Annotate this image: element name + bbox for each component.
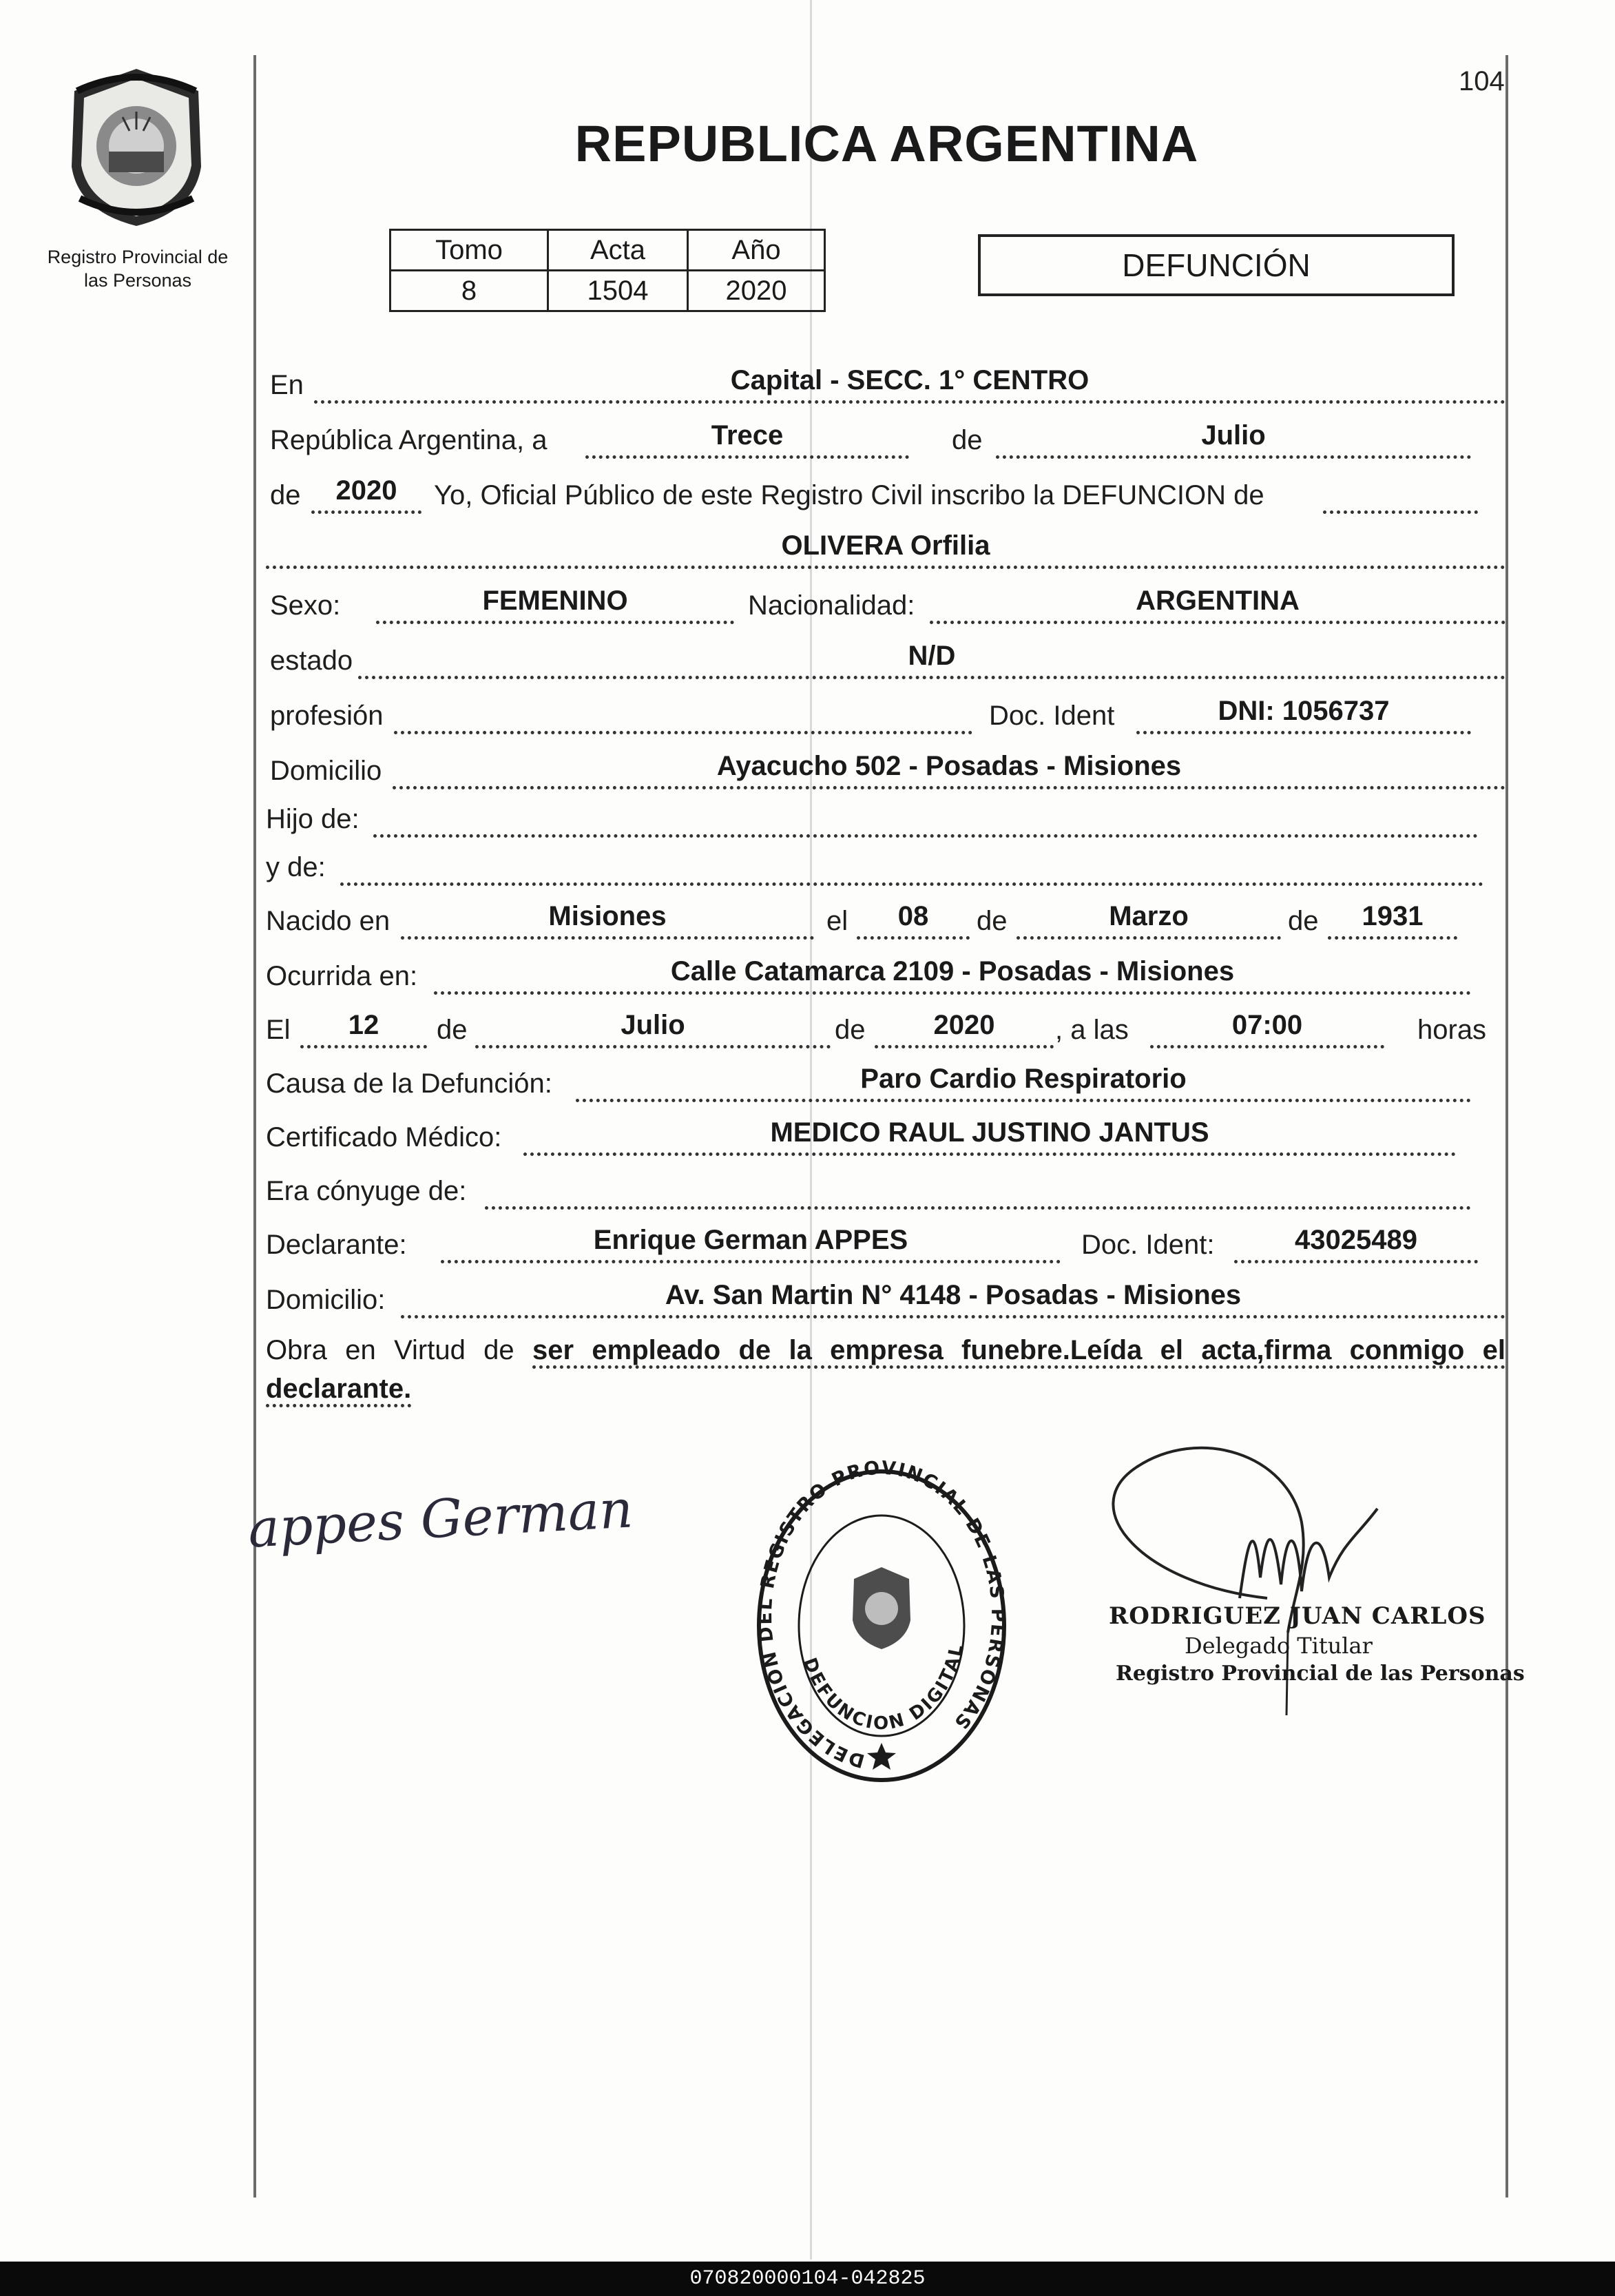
doc-ident-value: DNI: 1056737 <box>1218 696 1390 726</box>
registry-caption-line1: Registro Provincial de <box>47 247 229 267</box>
stamp-outer-text: DELEGACION DEL REGISTRO PROVINCIAL DE LAS PERSONAS <box>754 1460 1009 1772</box>
causa-label: Causa de la Defunción: <box>266 1068 552 1099</box>
row-profesion <box>266 687 1505 740</box>
declarant-signature: appes German <box>247 1478 635 1560</box>
hijo-de-label: Hijo de: <box>266 804 360 834</box>
fecha-acta-dia-field <box>585 417 909 459</box>
fecha-acta-dia: Trece <box>711 420 784 451</box>
causa-value: Paro Cardio Respiratorio <box>860 1064 1187 1094</box>
fecha-def-dia: 12 <box>348 1010 379 1040</box>
conyuge-label: Era cónyuge de: <box>266 1176 467 1206</box>
official-stamp <box>751 1460 1012 1791</box>
fecha-def-anio: 2020 <box>933 1010 995 1040</box>
certificado-field <box>523 1115 1456 1156</box>
row-hijo-de <box>266 791 1505 843</box>
svg-text:DEFUNCION DIGITAL <box>799 1641 968 1734</box>
conyuge-field <box>485 1168 1471 1210</box>
official-organization: Registro Provincial de las Personas <box>1116 1662 1525 1686</box>
certificado-label: Certificado Médico: <box>266 1122 502 1152</box>
row-y-de <box>266 839 1505 891</box>
anio-value: 2020 <box>335 475 397 506</box>
nacido-lugar-field <box>401 898 814 940</box>
row-fallecido <box>266 522 1505 575</box>
fecha-def-a-las: , a las <box>1055 1015 1129 1045</box>
row-ocurrida <box>266 948 1505 1000</box>
doc-ident-declarante-label: Doc. Ident: <box>1081 1230 1215 1260</box>
certificado-value: MEDICO RAUL JUSTINO JANTUS <box>770 1117 1209 1148</box>
reference-value-anio: 2020 <box>688 271 825 311</box>
fecha-def-mes: Julio <box>621 1010 685 1040</box>
row-anio <box>266 467 1505 519</box>
row-nacido <box>266 893 1505 945</box>
nacido-mes-field <box>1017 898 1281 940</box>
nacionalidad-field <box>930 583 1505 624</box>
en-label: En <box>270 370 304 400</box>
anio-text: Yo, Oficial Público de este Registro Civil inscribo la DEFUNCION de <box>434 480 1264 510</box>
fecha-def-de1: de <box>437 1015 468 1045</box>
anio-field <box>311 473 421 514</box>
official-role: Delegado Titular <box>1185 1633 1373 1659</box>
hijo-de-field <box>373 796 1478 838</box>
anio-continuation-field <box>1323 473 1478 514</box>
doc-ident-declarante-value: 43025489 <box>1295 1225 1417 1255</box>
row-sexo <box>266 577 1505 630</box>
fecha-acta-de: de <box>952 425 983 455</box>
obra-value: ser empleado de la empresa funebre.Leída el acta,firma conmigo el declarante. <box>266 1335 1505 1407</box>
right-margin-line <box>1505 55 1508 2197</box>
nacido-anio-field <box>1328 898 1457 940</box>
ocurrida-value: Calle Catamarca 2109 - Posadas - Misiones <box>670 956 1235 986</box>
sexo-value: FEMENINO <box>482 586 628 616</box>
row-fecha-defuncion <box>266 1002 1505 1054</box>
reference-value-tomo: 8 <box>390 271 548 311</box>
fallecido-field <box>266 528 1505 569</box>
obra-en-virtud <box>266 1331 1505 1408</box>
fallecido-value: OLIVERA Orfilia <box>781 530 990 561</box>
estado-value: N/D <box>908 641 956 671</box>
anio-de: de <box>270 480 301 510</box>
fecha-def-hora-field <box>1150 1007 1384 1048</box>
nacido-de2: de <box>1288 906 1319 936</box>
footer-code-bar <box>0 2262 1615 2296</box>
ocurrida-field <box>434 953 1471 995</box>
fecha-def-dia-field <box>300 1007 427 1048</box>
domicilio-value: Ayacucho 502 - Posadas - Misiones <box>716 751 1182 781</box>
estado-field <box>358 638 1505 679</box>
nacido-anio: 1931 <box>1362 901 1424 931</box>
fecha-def-horas: horas <box>1417 1015 1487 1045</box>
nacionalidad-value: ARGENTINA <box>1136 586 1300 616</box>
en-value: Capital - SECC. 1° CENTRO <box>730 365 1090 395</box>
row-declarante <box>266 1217 1505 1269</box>
nacido-lugar: Misiones <box>548 901 667 931</box>
doc-ident-label: Doc. Ident <box>989 701 1115 731</box>
sexo-label: Sexo: <box>270 590 341 621</box>
registry-caption <box>28 245 248 292</box>
profesion-label: profesión <box>270 701 384 731</box>
nacido-de1: de <box>977 906 1008 936</box>
stamp-star-icon <box>867 1743 896 1770</box>
row-causa <box>266 1055 1505 1108</box>
declarante-label: Declarante: <box>266 1230 407 1260</box>
row-estado <box>266 632 1505 685</box>
y-de-label: y de: <box>266 852 326 882</box>
nacido-mes: Marzo <box>1109 901 1189 931</box>
footer-code: 070820000104-042825 <box>689 2267 926 2290</box>
reference-header-tomo: Tomo <box>390 230 548 271</box>
document-type-label: DEFUNCIÓN <box>1122 247 1311 283</box>
fecha-def-label: El <box>266 1015 291 1045</box>
fecha-def-anio-field <box>875 1007 1054 1048</box>
reference-value-acta: 1504 <box>548 271 688 311</box>
reference-header-acta: Acta <box>548 230 688 271</box>
fecha-def-hora: 07:00 <box>1231 1010 1303 1040</box>
profesion-field <box>394 693 972 734</box>
left-margin-line <box>253 55 256 2197</box>
doc-ident-declarante-field <box>1234 1222 1478 1263</box>
domicilio-declarante-field <box>401 1277 1505 1318</box>
domicilio-field <box>393 748 1505 789</box>
row-fecha-acta <box>266 412 1505 464</box>
reference-header-anio: Año <box>688 230 825 271</box>
row-domicilio-declarante <box>266 1272 1505 1324</box>
stamp-inner-text: DEFUNCION DIGITAL <box>798 1641 968 1735</box>
fecha-def-de2: de <box>835 1015 866 1045</box>
nacido-dia-field <box>857 898 970 940</box>
row-certificado <box>266 1109 1505 1161</box>
registry-caption-line2: las Personas <box>83 270 192 291</box>
fecha-acta-mes-field <box>996 417 1471 459</box>
document-type-box <box>978 234 1455 296</box>
nacionalidad-label: Nacionalidad: <box>748 590 915 621</box>
y-de-field <box>340 845 1483 886</box>
reference-table <box>389 229 826 312</box>
ocurrida-label: Ocurrida en: <box>266 961 418 991</box>
fecha-acta-label: República Argentina, a <box>270 425 548 455</box>
declarante-value: Enrique German APPES <box>593 1225 908 1255</box>
row-domicilio <box>266 743 1505 795</box>
page-number: 104 <box>1459 66 1505 96</box>
page-title-text: REPUBLICA ARGENTINA <box>574 115 1199 172</box>
nacido-el: el <box>826 906 848 936</box>
declarante-field <box>441 1222 1061 1263</box>
row-en <box>266 357 1505 409</box>
doc-ident-field <box>1136 693 1471 734</box>
estado-label: estado <box>270 645 353 676</box>
fecha-acta-mes: Julio <box>1201 420 1266 451</box>
official-name: RODRIGUEZ JUAN CARLOS <box>1109 1602 1486 1630</box>
domicilio-label: Domicilio <box>270 756 382 786</box>
nacido-dia: 08 <box>897 901 929 931</box>
page-title <box>0 114 1615 173</box>
fecha-def-mes-field <box>475 1007 831 1048</box>
obra-label: Obra en Virtud de <box>266 1335 514 1365</box>
domicilio-declarante-value: Av. San Martin N° 4148 - Posadas - Misiones <box>665 1280 1242 1310</box>
sexo-field <box>376 583 734 624</box>
nacido-label: Nacido en <box>266 906 390 936</box>
reference-table-header-row <box>390 230 825 271</box>
row-conyuge <box>266 1163 1505 1215</box>
causa-field <box>576 1061 1471 1102</box>
en-field <box>314 362 1505 404</box>
domicilio-declarante-label: Domicilio: <box>266 1285 386 1315</box>
reference-table-value-row <box>390 271 825 311</box>
